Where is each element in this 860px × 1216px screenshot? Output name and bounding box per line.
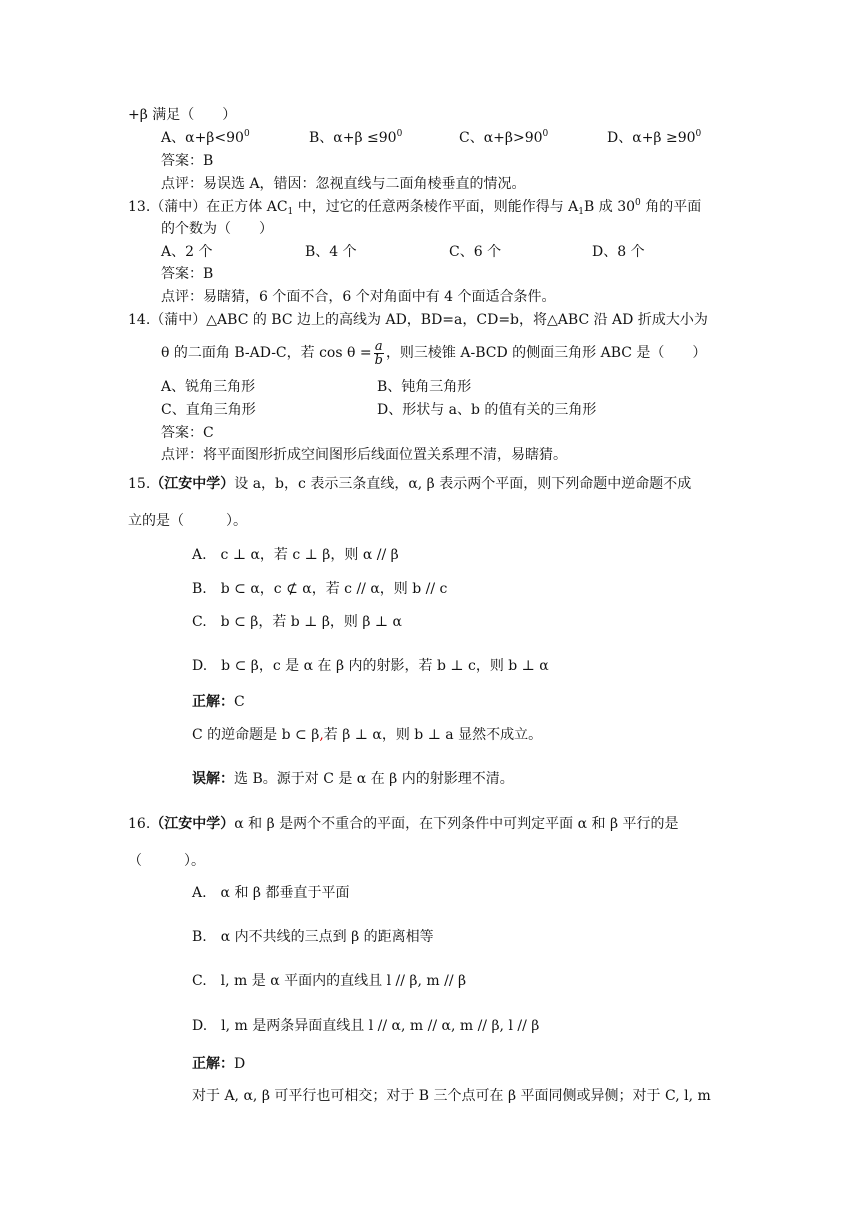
q14-stem-line2: θ 的二面角 B-AD-C，若 cos θ = $\frac{a}{b}$ ，则三棱锥 A-BCD 的侧面三角形 ABC 是（ ） bbox=[161, 338, 707, 368]
q16-correct: 正解：D bbox=[192, 1056, 246, 1072]
q12-option-a: A、$\alpha+\beta<90^0$ bbox=[161, 129, 250, 146]
q15-option-b: B. b ⊂ α，c ⊄ α，若 c // α，则 b // c bbox=[192, 581, 448, 597]
q15-stem-line2: 立的是（ ）。 bbox=[128, 513, 247, 529]
q14-option-d: D、形状与 a、b 的值有关的三角形 bbox=[377, 402, 597, 418]
q12-option-d: D、$\alpha+\beta \ge 90^0$ bbox=[607, 129, 702, 146]
q14-fraction: $\frac{a}{b}$ bbox=[374, 338, 383, 368]
q14-comment: 点评：将平面图形折成空间图形后线面位置关系理不清，易瞎猜。 bbox=[161, 447, 567, 463]
q14-option-a: A、锐角三角形 bbox=[161, 379, 256, 395]
q15-option-a: A. c ⊥ α，若 c ⊥ β，则 α // β bbox=[192, 547, 399, 563]
q14-stem-line1: 14.（蒲中）△ABC 的 BC 边上的高线为 AD，BD=a，CD=b，将△ABC 沿 AD 折成大小为 bbox=[128, 312, 708, 328]
q16-option-c: C. l, m 是 α 平面内的直线且 l // β, m // β bbox=[192, 973, 467, 989]
q13-stem-line2: 的个数为（ ） bbox=[161, 221, 273, 237]
q15-explanation: C 的逆命题是 b ⊂ β,若 β ⊥ α，则 b ⊥ a 显然不成立。 bbox=[192, 727, 543, 743]
q12-option-c: C、$\alpha+\beta>90^0$ bbox=[459, 129, 549, 146]
q16-option-d: D. l, m 是两条异面直线且 l // α, m // α, m // β, l // β bbox=[192, 1018, 540, 1034]
q15-option-c: C. b ⊂ β，若 b ⊥ β，则 β ⊥ α bbox=[192, 614, 402, 630]
q13-answer: 答案：B bbox=[161, 266, 214, 282]
q15-stem-line1: 15.（江安中学）设 a，b，c 表示三条直线，α, β 表示两个平面，则下列命题中逆命题不成 bbox=[128, 476, 692, 492]
q13-option-d: D、8 个 bbox=[592, 244, 645, 260]
q12-stem-tail: +β 满足（ ） bbox=[128, 107, 237, 123]
q15-correct: 正解：C bbox=[192, 694, 245, 710]
q12-answer: 答案：B bbox=[161, 153, 214, 169]
q16-option-b: B. α 内不共线的三点到 β 的距离相等 bbox=[192, 929, 434, 945]
q14-option-b: B、钝角三角形 bbox=[377, 379, 472, 395]
q16-stem-line2: （ ）。 bbox=[128, 853, 205, 869]
q13-option-a: A、2 个 bbox=[161, 244, 213, 260]
q13-comment: 点评：易瞎猜，6 个面不合，6 个对角面中有 4 个面适合条件。 bbox=[161, 289, 556, 305]
q13-stem-line1: 13.（蒲中）在正方体 $AC_1$ 中，过它的任意两条棱作平面，则能作得与 $A_1B$ 成 $30^0$ 角的平面 bbox=[128, 198, 702, 217]
q16-option-a: A. α 和 β 都垂直于平面 bbox=[192, 885, 350, 901]
q14-answer: 答案：C bbox=[161, 425, 214, 441]
q15-wrong: 误解：选 B。源于对 C 是 α 在 β 内的射影理不清。 bbox=[192, 771, 514, 787]
q16-stem-line1: 16.（江安中学）α 和 β 是两个不重合的平面，在下列条件中可判定平面 α 和 β 平行的是 bbox=[128, 816, 679, 832]
q12-option-b: B、$\alpha+\beta \le 90^0$ bbox=[309, 129, 403, 146]
q12-comment: 点评：易误选 A，错因：忽视直线与二面角棱垂直的情况。 bbox=[161, 176, 526, 192]
q13-option-b: B、4 个 bbox=[305, 244, 357, 260]
q15-option-d: D. b ⊂ β，c 是 α 在 β 内的射影，若 b ⊥ c，则 b ⊥ α bbox=[192, 658, 549, 674]
q13-option-c: C、6 个 bbox=[449, 244, 502, 260]
q14-option-c: C、直角三角形 bbox=[161, 402, 256, 418]
q16-explanation: 对于 A, α, β 可平行也可相交；对于 B 三个点可在 β 平面同侧或异侧；对于 C, l, m bbox=[192, 1088, 711, 1104]
